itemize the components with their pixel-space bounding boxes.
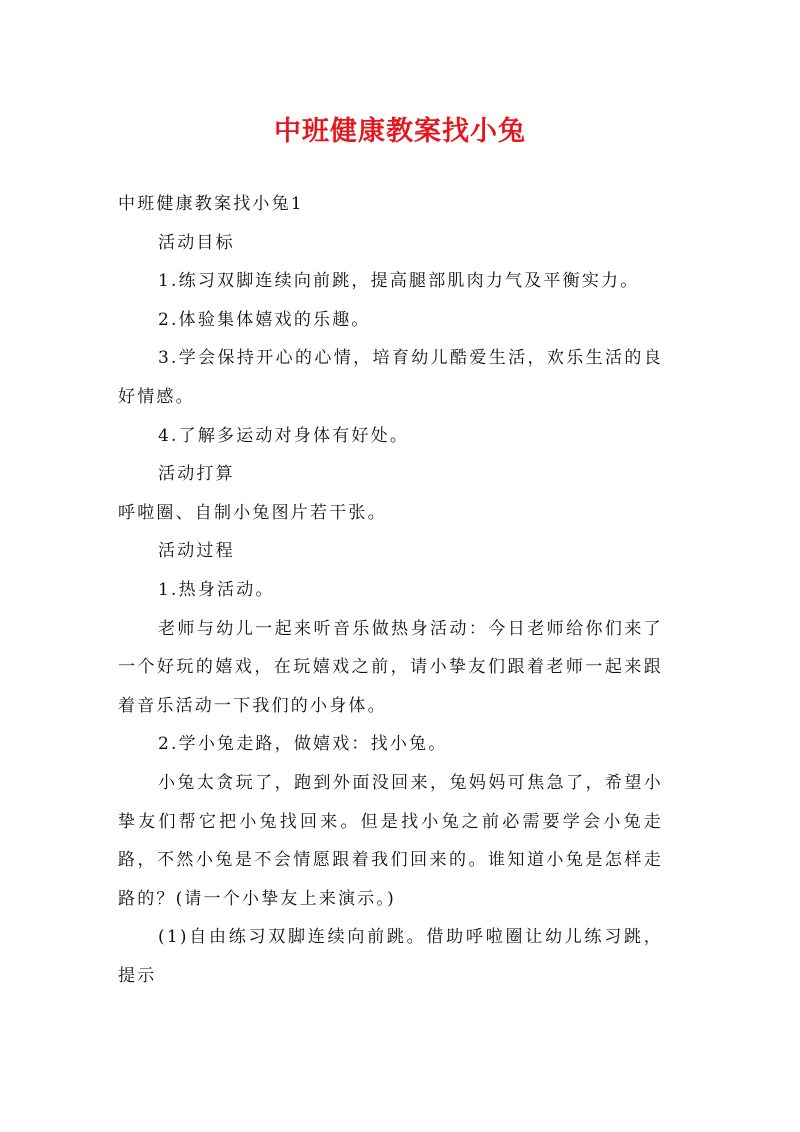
paragraph-step-1-detail: 老师与幼儿一起来听音乐做热身活动：今日老师给你们来了一个好玩的嬉戏，在玩嬉戏之前，请小挚友们跟着老师一起来跟着音乐活动一下我们的小身体。 — [118, 618, 663, 716]
paragraph-activity-goal-heading: 活动目标 — [158, 232, 235, 253]
paragraph-step-1: 1.热身活动。 — [158, 579, 275, 600]
paragraph-step-2: 2.学小兔走路，做嬉戏：找小兔。 — [158, 734, 448, 755]
paragraph-activity-process-heading: 活动过程 — [158, 541, 235, 562]
paragraph-materials: 呼啦圈、自制小兔图片若干张。 — [118, 502, 387, 523]
document-title: 中班健康教案找小兔 — [274, 116, 526, 147]
paragraph-goal-3: 3.学会保持开心的心情，培育幼儿酷爱生活，欢乐生活的良好情感。 — [118, 348, 663, 407]
paragraph-goal-1: 1.练习双脚连续向前跳，提高腿部肌肉力气及平衡实力。 — [158, 271, 640, 292]
paragraph-goal-2: 2.体验集体嬉戏的乐趣。 — [158, 309, 371, 330]
paragraph-heading: 中班健康教案找小兔1 — [118, 194, 304, 214]
paragraph-activity-prep-heading: 活动打算 — [158, 464, 235, 485]
paragraph-step-2-detail: 小兔太贪玩了，跑到外面没回来，兔妈妈可焦急了，希望小挚友们帮它把小兔找回来。但是找小兔之前必需要学会小兔走路，不然小兔是不会情愿跟着我们回来的。谁知道小兔是怎样走路的？(请一个小挚友上来演示。) — [118, 772, 663, 909]
paragraph-goal-4: 4.了解多运动对身体有好处。 — [158, 425, 410, 446]
document-body — [118, 185, 663, 995]
paragraph-step-2-sub-1: (1)自由练习双脚连续向前跳。借助呼啦圈让幼儿练习跳，提示 — [118, 927, 663, 986]
